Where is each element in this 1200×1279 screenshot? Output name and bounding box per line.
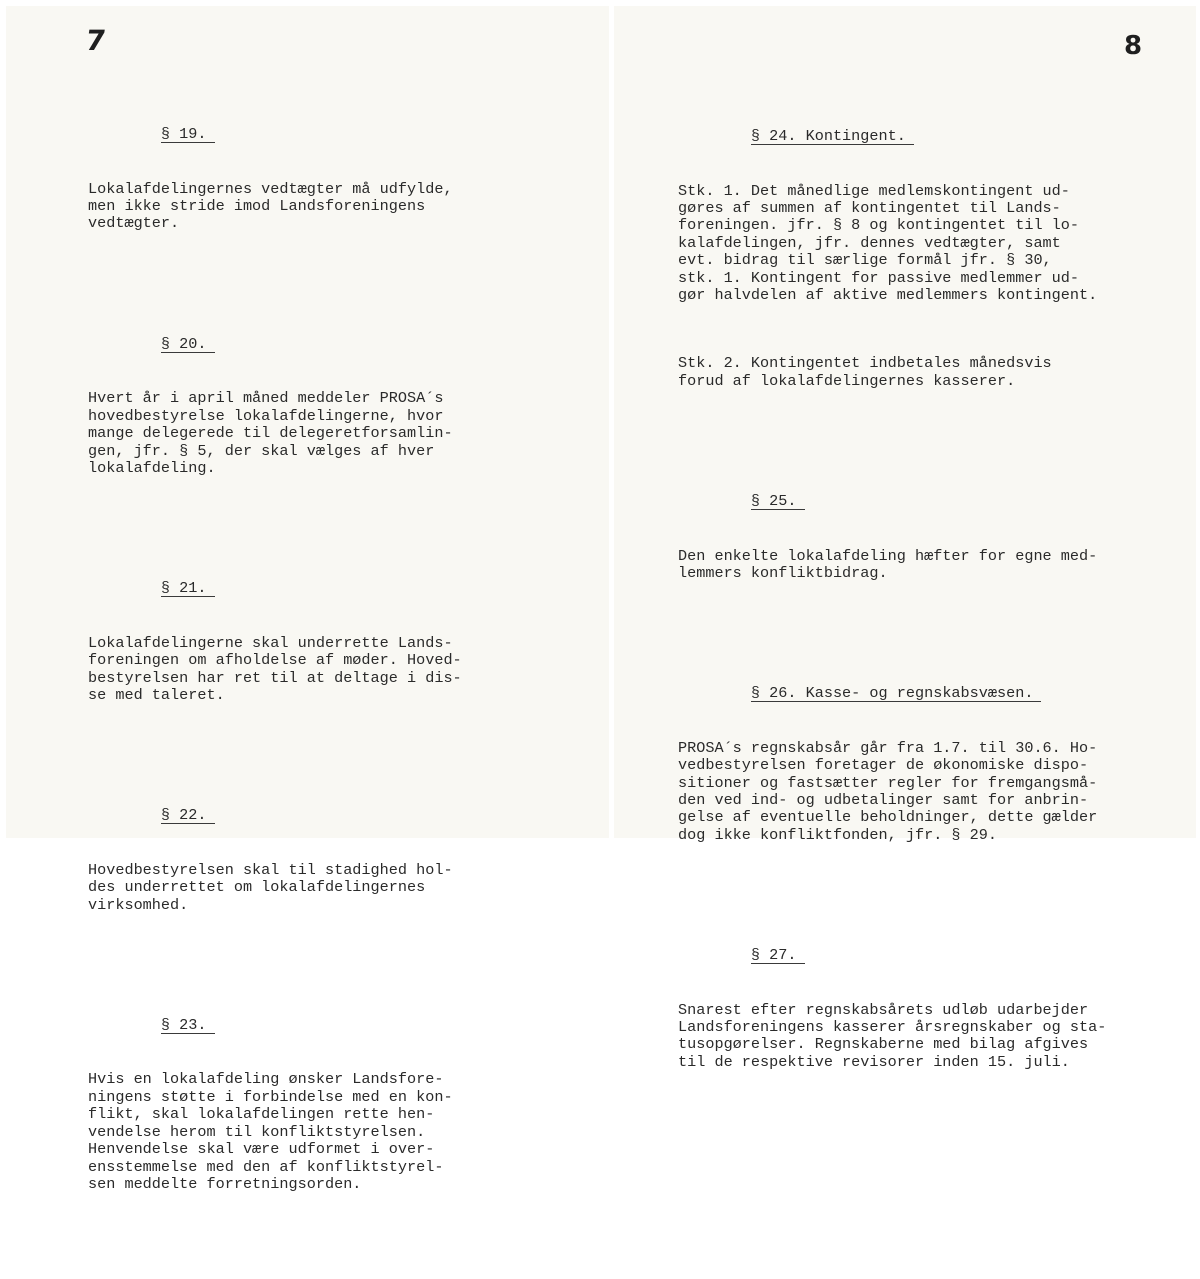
section-22 (88, 790, 462, 949)
section-heading: § 26. Kasse- og regnskabsvæsen. (751, 685, 1042, 702)
left-page-text (88, 74, 462, 1279)
section-paragraph: Den enkelte lokalafdeling hæfter for egne med- lemmers konfliktbidrag. (678, 546, 1098, 582)
section-heading: § 23. (161, 1017, 215, 1034)
section-21 (88, 563, 462, 739)
right-page-number: 8 (1124, 31, 1143, 61)
section-paragraph: Snarest efter regnskabsårets udløb udarbejder Landsforeningens kasserer årsregnskaber og sta- tusopgørelser. Regnskaberne med bilag afgives til de respektive revisorer inden 15. juli. (678, 1000, 1107, 1071)
section-heading: § 25. (751, 493, 805, 510)
section-heading: § 27. (751, 947, 805, 964)
right-page-text (678, 76, 1106, 1157)
right-page (614, 6, 1196, 1071)
section-paragraph: Lokalafdelingernes vedtægter må udfylde, men ikke stride imod Landsforeningens vedtægter. (88, 179, 453, 233)
section-paragraph: PROSA´s regnskabsår går fra 1.7. til 30.6. Ho- vedbestyrelsen foretager de økonomiske dispo- sitioner og fastsætter regler for fremgangsmå- den ved ind- og udbetalinger samt for anbrin- gelse af eventuelle beholdninger, dette gælder dog ikke konfliktfonden, jfr. § 29. (678, 738, 1098, 844)
section-24 (678, 111, 1106, 425)
section-26 (678, 668, 1106, 879)
section-paragraph: Hovedbestyrelsen skal til stadighed hol- des underrettet om lokalafdelingernes virksomhed. (88, 860, 453, 914)
section-paragraph: Stk. 2. Kontingentet indbetales månedsvis forud af lokalafdelingernes kasserer. (678, 354, 1052, 390)
section-heading: § 22. (161, 807, 215, 824)
section-23 (88, 1000, 462, 1228)
section-paragraph: Hvert år i april måned meddeler PROSA´s hovedbestyrelse lokalafdelingerne, hvor mange delegerede til delegeretforsamlin- gen, jfr. § 5, der skal vælges af hver lokalafdeling. (88, 389, 453, 477)
section-heading: § 20. (161, 336, 215, 353)
left-page (6, 6, 609, 1193)
section-heading: § 19. (161, 126, 215, 143)
section-paragraph: Lokalafdelingerne skal underrette Lands- foreningen om afholdelse af møder. Hoved- bestyrelsen har ret til at deltage i dis- se med taleret. (88, 633, 462, 704)
section-paragraph: Stk. 1. Det månedlige medlemskontingent ud- gøres af summen af kontingentet til Lands- foreningen. jfr. § 8 og kontingentet til lo- kalafdelingen, jfr. dennes vedtægter, samt evt. bidrag til særlige formål jfr. § 30, stk. 1. Kontingent for passive medlemmer ud- gør halvdelen af aktive medlemmers kontingent. (678, 181, 1098, 305)
section-paragraph: Hvis en lokalafdeling ønsker Landsfore- ningens støtte i forbindelse med en kon- flikt, skal lokalafdelingen rette hen- vendelse herom til konfliktstyrelsen. Henvendelse skal være udformet i over- ensstemmelse med den af konfliktstyrel- sen meddelte forretningsorden. (88, 1070, 453, 1193)
section-20 (88, 318, 462, 512)
section-25 (678, 476, 1106, 617)
section-heading: § 21. (161, 580, 215, 597)
left-page-number: 7 (83, 24, 107, 57)
section-27 (678, 930, 1106, 1106)
section-19 (88, 109, 462, 268)
section-heading: § 24. Kontingent. (751, 128, 914, 145)
